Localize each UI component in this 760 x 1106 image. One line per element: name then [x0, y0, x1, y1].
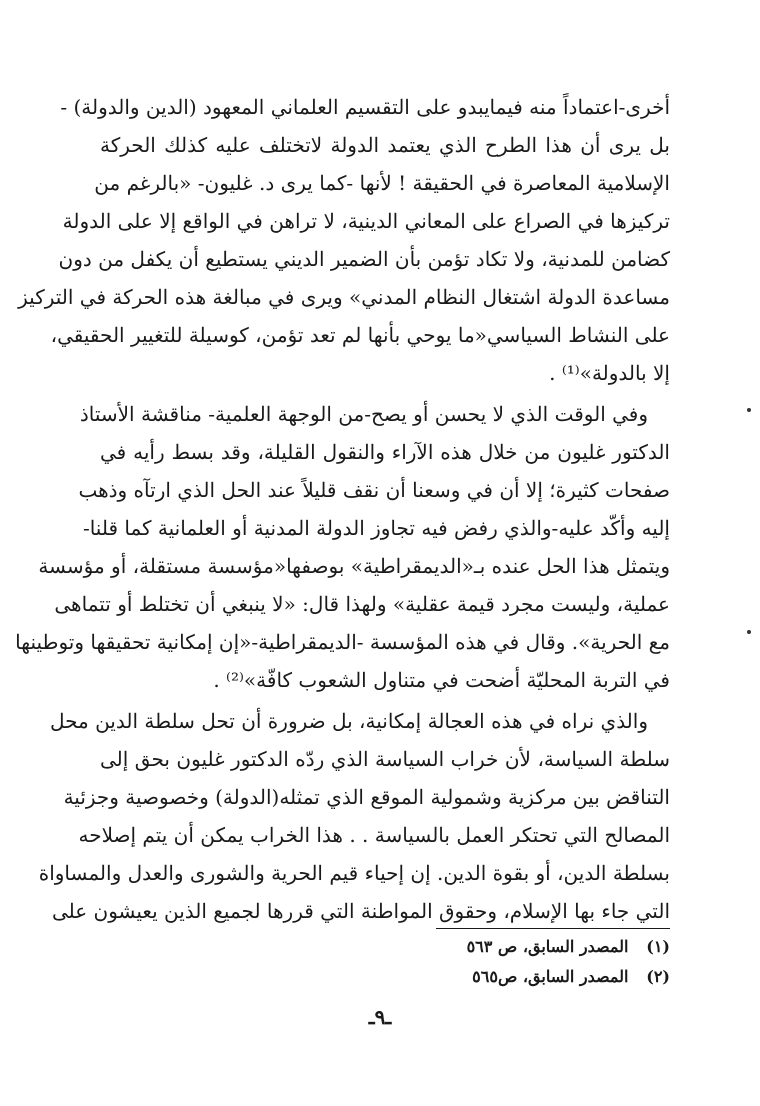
text-line: عملية، وليست مجرد قيمة عقلية» ولهذا قال: «لا ينبغي أن تختلط أو تتماهى	[54, 592, 670, 616]
footnote-divider	[436, 928, 670, 929]
text-line: مساعدة الدولة اشتغال النظام المدني» ويرى في مبالغة هذه الحركة في التركيز	[18, 285, 670, 309]
text-line: مع الحرية». وقال في هذه المؤسسة -الديمقراطية-«إن إمكانية تحقيقها وتوطينها	[15, 630, 670, 654]
text-line: في التربة المحليّة أضحت في متناول الشعوب كافّة»⁽²⁾ .	[213, 668, 670, 692]
footnote-1	[300, 932, 670, 962]
paragraph-1	[18, 88, 670, 392]
text-line: الدكتور غليون من خلال هذه الآراء والنقول القليلة، وقد بسط رأيه في	[100, 440, 670, 464]
text-line: تركيزها في الصراع على المعاني الدينية، لا تراهن في الواقع إلا على الدولة	[62, 209, 670, 233]
text-line: التناقض بين مركزية وشمولية الموقع الذي تمثله(الدولة) وخصوصية وجزئية	[63, 785, 670, 809]
text-line: التي جاء بها الإسلام، وحقوق المواطنة التي قررها لجميع الذين يعيشون على	[51, 899, 670, 923]
text-line: الإسلامية المعاصرة في الحقيقة ! لأنها -كما يرى د. غليون- «بالرغم من	[94, 171, 670, 195]
page-number: ـ٩ـ	[368, 1005, 392, 1029]
text-line: والذي نراه في هذه العجالة إمكانية، بل ضرورة أن تحل سلطة الدين محل	[49, 709, 648, 733]
text-line: على النشاط السياسي«ما يوحي بأنها لم تعد تؤمن، كوسيلة للتغيير الحقيقي،	[50, 323, 670, 347]
text-line: وفي الوقت الذي لا يحسن أو يصح-من الوجهة العلمية- مناقشة الأستاذ	[79, 402, 648, 426]
text-line: إلا بالدولة»⁽¹⁾ .	[549, 361, 670, 385]
text-line: المصالح التي تحتكر العمل بالسياسة . . هذا الخراب يمكن أن يتم إصلاحه	[78, 823, 670, 847]
footnotes	[300, 932, 670, 992]
footnote-2	[300, 962, 670, 992]
footnote-text: المصدر السابق، ص ٥٦٣	[466, 937, 629, 956]
text-line: بل يرى أن هذا الطرح الذي يعتمد الدولة لاتختلف عليه كذلك الحركة	[100, 133, 670, 157]
text-line: كضامن للمدنية، ولا تكاد تؤمن بأن الضمير الديني يستطيع أن يكفل من دون	[58, 247, 670, 271]
text-line: أخرى-اعتماداً منه فيمايبدو على التقسيم العلماني المعهود (الدين والدولة) -	[60, 95, 670, 119]
paragraph-3	[38, 702, 670, 930]
paragraph-2	[15, 395, 670, 699]
text-line: سلطة السياسة، لأن خراب السياسة الذي ردّه الدكتور غليون بحق إلى	[100, 747, 670, 771]
text-line: ويتمثل هذا الحل عنده بـ«الديمقراطية» بوصفها«مؤسسة مستقلة، أو مؤسسة	[38, 554, 670, 578]
text-line: صفحات كثيرة؛ إلا أن في وسعنا أن نقف قليلاً عند الحل الذي ارتآه وذهب	[78, 478, 670, 502]
text-line: إليه وأكّد عليه-والذي رفض فيه تجاوز الدولة المدنية أو العلمانية كما قلنا-	[82, 516, 670, 540]
footnote-number: (٢)	[646, 967, 670, 986]
footnote-text: المصدر السابق، ص٥٦٥	[472, 967, 629, 986]
footnote-number: (١)	[646, 937, 670, 956]
text-line: بسلطة الدين، أو بقوة الدين. إن إحياء قيم الحرية والشورى والعدل والمساواة	[38, 861, 670, 885]
margin-dot	[747, 630, 751, 634]
margin-dot	[747, 408, 751, 412]
